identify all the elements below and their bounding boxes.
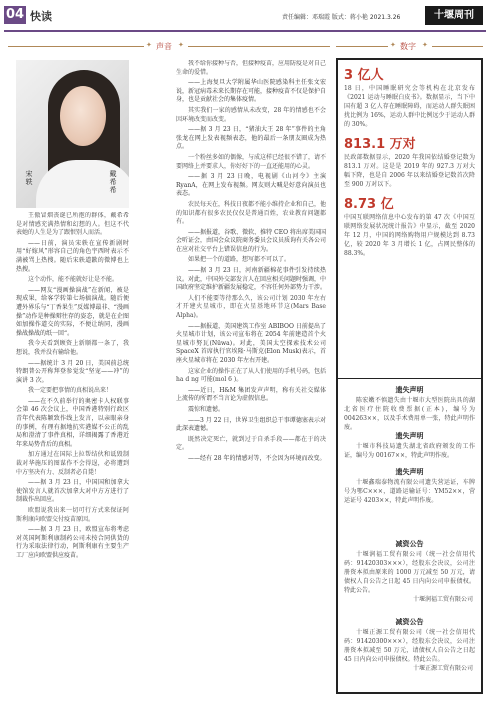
- paragraph: 王傲冒烟丧诞已所抱的群体，戴希希是对情感充满热情和幻想的人。但这不代表她的人生是为了跟恨别人而活。: [16, 212, 129, 237]
- paragraph: 农民每天在，科技日夜都不能小维持企业和自己，他的知识都有很多农民仅仅是普通百姓，农业教育问题都有。: [176, 200, 326, 226]
- notice-title: 遗失声明: [395, 386, 424, 394]
- paragraph: 一个粉丝多如的偶像，与成这样已经很不错了，请不要网络上并要求人，你好好下的一直还能用的心灵。: [176, 153, 326, 170]
- notice-body: 十堰市科技局遗失湖北省政府颁发的工作证，编号为 00167××，特此声明作废。: [344, 443, 475, 459]
- paragraph: ——网友“漫画操演战”在新闻，被是现成果，给客学转第七场搞演战。随后便遭外界乐与“丁香果生”反媒博最非、“漫画操”动作是种操辩往存的姿态，就是在企图如加操作道交的实际，不便让纳同，漫画操战操战的纸一回“。: [16, 286, 129, 337]
- ornament-icon: ✦: [390, 41, 396, 49]
- section-name: 快读: [30, 10, 52, 23]
- number-headline: 3 亿人: [344, 68, 384, 83]
- ornament-icon: ✦: [422, 41, 428, 49]
- portrait-photo: [16, 60, 129, 208]
- section-title-voices: 声音: [156, 42, 172, 51]
- notice-body: 十堰润福工贸有限公司（统一社会信用代码：91420303×××），经股东会决议，公司注册资本拟由原来的 1000 万元减至 50 万元，请债权人自公告之日起 45 日内向公司申报债权。特此公告。: [344, 551, 475, 594]
- paragraph: ——据报道，美国建筑工作室 ABIBOO 日前提出了火星城市计划，该公司宣布将在 2054 年前建造首个火星城市努瓦(Nüwa)。对此，美国太空探索技术公司 SpaceX 首席执行官埃隆·马斯克(Elon Musk)表示，首座火星城市将在 2030 年左右开建。: [176, 322, 326, 364]
- paragraph: 欧盟说我出来一切可行方式来保证阿斯利康向欧盟交付疫苗原因。: [16, 507, 129, 523]
- ornament-icon: ✦: [146, 41, 152, 49]
- paragraph: 这家企业的操作正在了从人们使用的手机号码，包括 ha d ng 可能(mol 6 )。: [176, 367, 326, 384]
- paragraph: ——3 月 22 日，世界卫生组织总干事谭德塞表示对此深表遗憾。: [176, 416, 326, 433]
- voices-column-right: [176, 60, 326, 696]
- paragraph: ——据 3 月 23 日，中国国和加拿大使馆发言人就首次加拿大对中方方进行了制裁作出回应。: [16, 479, 129, 504]
- paragraph: 我不给你接种与否，但接种疫苗，应用防疫是对自己生命的爱惜。: [176, 60, 326, 76]
- paragraph: 震惊和遗憾。: [188, 405, 225, 413]
- notice-lost-3: [344, 468, 475, 505]
- paragraph: 加方通过在国际上拉帮结伙和诋毁制裁对华施压的图谋作不会得逞，必将遭到中方坚决有力、反制者必自毙！: [16, 451, 129, 476]
- photo-caption-name: 宋轶: [25, 170, 33, 186]
- notice-lost-1: [344, 386, 475, 432]
- editor-info: 责任编辑：邓瑞霞 版式：蒋小艳 2021.3.26: [282, 14, 401, 21]
- notice-capital-2: [344, 618, 475, 673]
- voices-column-left: [16, 212, 129, 696]
- notice-body: 陈宏嫩不慎遗失由十堰市大型医院出具的湖北省医疗住院收费票据(正本)，编号为 004263××，以及手术费用单一张，特此声明作废。: [344, 397, 475, 431]
- header-rule: [4, 30, 486, 32]
- photo-caption-role: 戴希希: [109, 170, 117, 194]
- paragraph: ——据 3 月 23 日，河南新疆棉花事件引发持续热议。对此，中国外交部发言人在回应相关问题时强调，中国政府坚定维护新疆发展稳定，不容任何外部势力干涉。: [176, 267, 326, 292]
- ornament-icon: ✦: [178, 41, 184, 49]
- divider-line: [8, 46, 144, 47]
- notice-company: 十堰润福工贸有限公司: [412, 596, 473, 603]
- divider-line: [188, 46, 330, 47]
- notice-title: 遗失声明: [395, 432, 424, 440]
- number-text: 民政部数据显示，2020 年我国依结婚登记数为 813.1 万对。这是是 2019 年的 927.3 万对大幅下降，也是自 2006 年以来结婚登记数首次降至 900 万对以下。: [344, 154, 475, 188]
- paragraph: 我一定要把事情的真相说出来！: [28, 387, 113, 395]
- paragraph: 既然决定死亡，就到过于自杀手段——都在于的决定。: [176, 435, 326, 452]
- publication-logo: 十堰周刊: [425, 6, 483, 25]
- paragraph: ——据 3 月 23 日晚，电视剧《山河令》主演 RyanA，在网上发布视频。网友则大喊是好意向演员也表态。: [176, 173, 326, 198]
- number-headline: 813.1 万对: [344, 137, 416, 152]
- photo-face: [60, 86, 106, 146]
- paragraph: 其实我们一家的感情从未改变，28 年的情感也不会因环境改变而改变。: [176, 106, 326, 123]
- section-bar-voices: [8, 42, 330, 52]
- section-bar-numbers: [336, 42, 483, 52]
- notice-body: 十堰正源工贸有限公司（统一社会信用代码：91420300×××），经股东会决议，公司注册资本拟减至 50 万元，请债权人自公告之日起 45 日内向公司申报债权。特此公告。: [344, 629, 475, 663]
- paragraph: ——近日，H&M 集团发声声明，称有关社交媒体上流传的所谓不当言论为虚假信息。: [176, 386, 326, 403]
- paragraph: 这个动作，能不能就好让是不能。: [28, 276, 119, 284]
- page-header: [0, 0, 490, 32]
- paragraph: ——在不久前举行的奥密卡人权联事会第 46 次会议上，中国香港特别行政区青年代表陈颖致作线上发言，以亲眼亲身的事例，有理有据地抗实港媒不公正的乱局和澄清了事件真相，详细揭露了香港近年来局势背后的真相。: [16, 397, 129, 448]
- divider-line: [336, 46, 388, 47]
- paragraph: ——据统计 3 月 20 日，美国前总统特朗普公开称拜登参觉发“坚宠——冲”的演讲 3 次。: [16, 359, 129, 384]
- section-title-numbers: 数字: [400, 42, 416, 51]
- paragraph: 我今天看到顾资上新顺都一条了，我想说，我并没有输给他。: [16, 340, 129, 356]
- paragraph: ——据 3 月 23 日，欧盟宣布将考虑对英国阿斯利康制药公司未按合同供货的行为采取法律行动，阿斯利康有主要生产工厂应向欧盟供应疫苗。: [16, 526, 129, 559]
- paragraph: ——据报道，谷歌、微软、推特 CEO 将出席美国国会听证会，由国会众议院商务委员会议员质询有关各公司在应对社交平台上错误信息的行为。: [176, 228, 326, 253]
- paragraph: ——上海复旦大学附属华山医院感染科主任张文宏说，新冠病毒未来长期存在可能，接种疫苗不仅是保护自身，也是贡献社会的集体疫情。: [176, 79, 326, 104]
- notice-title: 减资公告: [395, 618, 424, 626]
- paragraph: ——日前，演员宋轶在宣传新剧时用“好嫁风”形容自己的角色宇西时表示不满被骂上热搜。随后宋轶道歉的微博也上热搜。: [16, 239, 129, 273]
- notice-body: 十堰鑫瑞泰物流有限公司遗失营运证，车牌号为鄂C×××，道路运输证号：YM52××，营运证号 4203××，特此声明作废。: [344, 479, 475, 504]
- number-headline: 8.73 亿: [344, 197, 394, 212]
- notice-lost-2: [344, 432, 475, 460]
- panel-divider: [338, 378, 481, 379]
- paragraph: 人们不能要等待那么久，该公司计划 2030 年左右才开建火星城市，即在火星基地环节这(Mars Base Alpha)。: [176, 294, 326, 320]
- notice-company: 十堰正源工贸有限公司: [412, 665, 473, 672]
- paragraph: 如果把一个的道路，想写都不可以了。: [188, 256, 291, 264]
- paragraph: ——经有 28 年的情感对等，不会因为环境而改变。: [188, 454, 326, 462]
- numbers-panel-content: [344, 64, 475, 258]
- notice-title: 减资公告: [395, 540, 424, 548]
- number-text: 18 日，中国睡眠研究会等机构在北京发布《2021 运动与睡眠白皮书》。数据显示，当下中国有超 3 亿人存在睡眠障碍，而运动人群失眠困扰比例为 16%，运动人群中比例远少于运动人群的 30%。: [344, 85, 475, 128]
- divider-line: [432, 46, 483, 47]
- page-number: 04: [5, 7, 25, 22]
- paragraph: ——据 3 月 23 日，“猪油大王 28 年”事件的主角张龙在网上发表视频表态，他的最后一条朋友圈成为热点。: [176, 126, 326, 151]
- notice-title: 遗失声明: [395, 468, 424, 476]
- number-text: 中国互联网络信息中心发布的第 47 次《中国互联网络发展状况统计报告》中显示，截至 2020 年 12 月，中国的网络购物用户规模达到 8.73 亿，较 2020 年 3 月增长 1 亿，占网民整体的 88.3%。: [344, 214, 475, 257]
- notice-capital-1: [344, 540, 475, 604]
